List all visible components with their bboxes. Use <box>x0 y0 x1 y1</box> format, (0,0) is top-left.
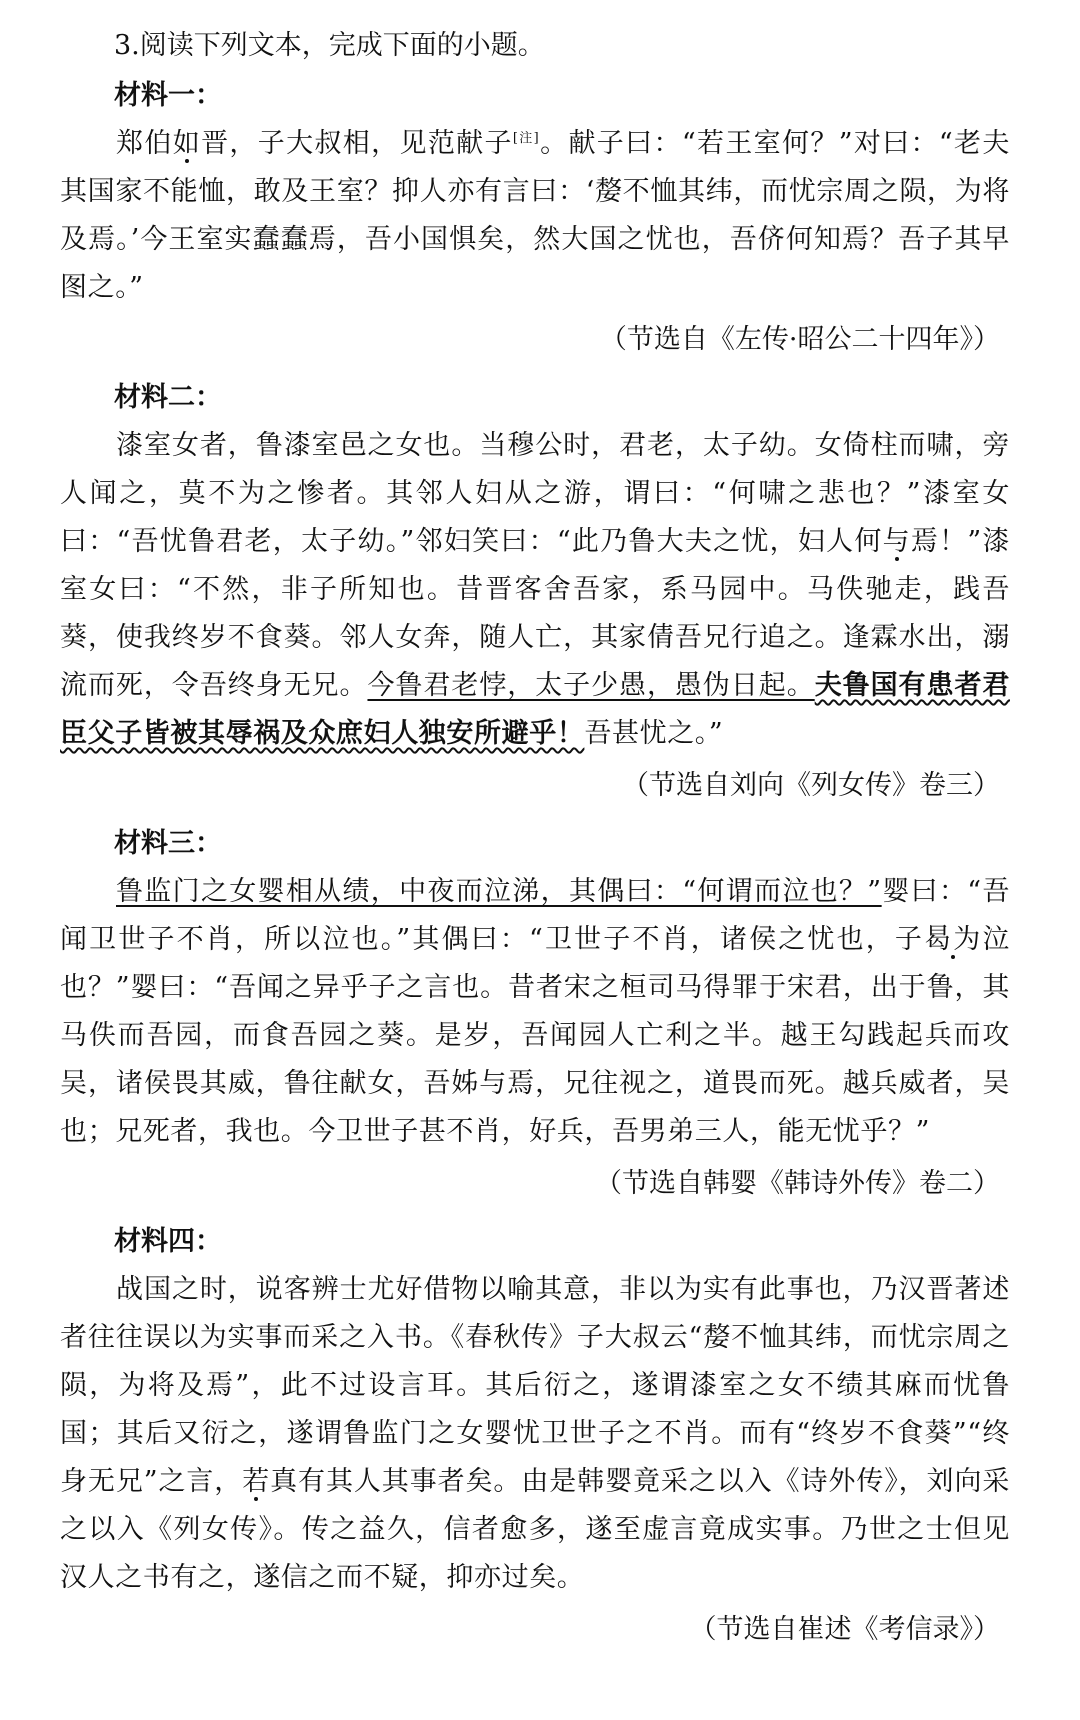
emphasis-dot-yu: 与 <box>882 526 911 557</box>
material-4-heading: 材料四： <box>114 1226 222 1257</box>
material-2-source: （节选自刘向《列女传》卷三） <box>622 770 1000 801</box>
material-2-text-part-1: 漆室女者，鲁漆室邑之女也。当穆公时，君老，太子幼。女倚柱而啸，旁人闻之，莫不为之惨者。其邻人妇从之游，谓曰：“何啸之悲也？”漆室女曰：“吾忧鲁君老，太子幼。”邻妇笑曰：“此乃鲁大夫之忧，妇人何 <box>60 430 1010 557</box>
footnote-marker: [注] <box>512 131 540 146</box>
material-3-source: （节选自韩婴《韩诗外传》卷二） <box>595 1168 1000 1199</box>
material-1-heading: 材料一： <box>114 80 222 111</box>
material-2-text-part-3: 吾甚忧之。” <box>584 718 724 749</box>
material-4-source: （节选自崔述《考信录》） <box>689 1614 1000 1645</box>
document-page <box>60 22 1010 1664</box>
emphasis-dot-ruo: 若 <box>242 1466 271 1497</box>
material-4-text-part-1: 战国之时，说客辨士尤好借物以喻其意，非以为实有此事也，乃汉晋著述者往往误以为实事而采之入书。《春秋传》子大叔云“嫠不恤其纬，而忧宗周之陨，为将及焉”，此不过设言耳。其后衍之，遂谓漆室之女不绩其麻而忧鲁国；其后又衍之，遂谓鲁监门之女婴忧卫世子之不肖。而有“终岁不食葵”“终身无兄”之言， <box>60 1274 1010 1497</box>
material-1-text-part-3: 。献子曰：“若王室何？”对曰：“老夫其国家不能恤，敢及王室？抑人亦有言曰：‘嫠不恤其纬，而忧宗周之陨，为将及焉。’今王室实蠢蠢焉，吾小国惧矣，然大国之忧也，吾侪何知焉？吾子其早图之。” <box>60 128 1011 303</box>
material-4-text <box>60 1266 1010 1602</box>
material-1-text-part-2: 晋，子大叔相，见范献子 <box>201 128 513 159</box>
emphasis-dot-hewei: 曷为 <box>924 924 983 955</box>
wavy-underlined-sentence: 夫鲁国有患者君臣父子皆被其辱祸及众庶妇人独安所避乎！ <box>60 670 1010 749</box>
underlined-sentence: 今鲁君老悖，太子少愚，愚伪日起。 <box>367 670 815 701</box>
emphasis-dot-ru: 如 <box>172 128 202 159</box>
material-1-text <box>60 120 1010 312</box>
material-3-text <box>60 868 1010 1156</box>
material-3-heading: 材料三： <box>114 828 222 859</box>
material-1-source: （节选自《左传·昭公二十四年》） <box>599 324 1000 355</box>
material-4-text-part-2: 真有其人其事者矣。由是韩婴竟采之以入《诗外传》，刘向采之以入《列女传》。传之益久，信者愈多，遂至虚言竟成实事。乃世之士但见汉人之书有之，遂信之而不疑，抑亦过矣。 <box>60 1466 1010 1593</box>
material-2-text-part-2: 焉！”漆室女曰：“不然，非子所知也。昔晋客舍吾家，系马园中。马佚驰走，践吾葵，使我终岁不食葵。邻人女奔，随人亡，其家倩吾兄行追之。逢霖水出，溺流而死，令吾终身无兄。 <box>60 526 1010 701</box>
material-3-text-part-1: 婴曰：“吾闻卫世子不肖，所以泣也。”其偶曰：“卫世子不肖，诸侯之忧也，子 <box>60 876 1011 955</box>
material-2-heading: 材料二： <box>114 382 222 413</box>
underlined-sentence: 鲁监门之女婴相从绩，中夜而泣涕，其偶曰：“何谓而泣也？” <box>116 876 882 907</box>
question-title: 3.阅读下列文本，完成下面的小题。 <box>114 30 545 61</box>
material-3-text-part-2: 泣也？”婴曰：“吾闻之异乎子之言也。昔者宋之桓司马得罪于宋君，出于鲁，其马佚而吾园，而食吾园之葵。是岁，吾闻园人亡利之半。越王勾践起兵而攻吴，诸侯畏其威，鲁往献女，吾姊与焉，兄往视之，道畏而死。越兵威者，吴也；兄死者，我也。今卫世子甚不肖，好兵，吾男弟三人，能无忧乎？” <box>60 924 1010 1147</box>
material-1-text-part-1: 郑伯 <box>116 128 173 159</box>
material-2-text <box>60 422 1010 758</box>
